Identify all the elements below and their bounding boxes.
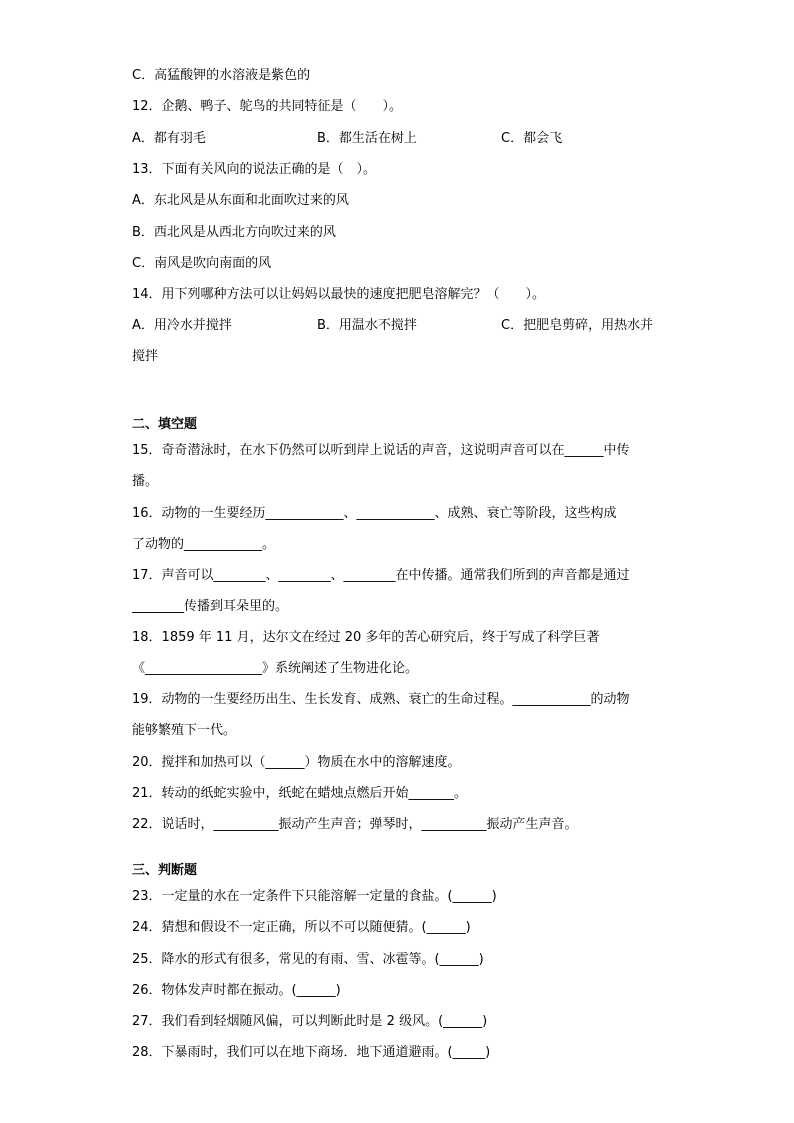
q14-option-c-continued: 搅拌	[132, 349, 159, 364]
question-14: 14．用下列哪种方法可以让妈妈以最快的速度把肥皂溶解完？（ ）。	[132, 287, 546, 302]
question-25: 25．降水的形式有很多，常见的有雨、雪、冰雹等。(______)	[132, 952, 484, 967]
q13-option-c: C．南风是吹向南面的风	[132, 256, 272, 271]
question-17: 17．声音可以________、________、________在中传播。通常我们所到的声音都是通过	[132, 568, 630, 583]
question-19-continued: 能够繁殖下一代。	[132, 723, 237, 738]
question-12: 12．企鹅、鸭子、鸵鸟的共同特征是（ ）。	[132, 99, 403, 114]
question-15-continued: 播。	[132, 474, 159, 489]
question-27: 27．我们看到轻烟随风偏，可以判断此时是 2 级风。(______)	[132, 1014, 488, 1029]
question-15: 15．奇奇潜泳时，在水下仍然可以听到岸上说话的声音，这说明声音可以在______中传	[132, 443, 630, 458]
question-28: 28．下暴雨时，我们可以在地下商场．地下通道避雨。(_____)	[132, 1045, 491, 1060]
question-24: 24．猜想和假设不一定正确，所以不可以随便猜。(______)	[132, 920, 471, 935]
question-16: 16．动物的一生要经历____________、____________、成熟、衰亡等阶段，这些构成	[132, 506, 617, 521]
section-fill-in-blank-heading: 二、填空题	[132, 417, 198, 432]
question-19: 19．动物的一生要经历出生、生长发育、成熟、衰亡的生命过程。____________的动物	[132, 692, 630, 707]
question-23: 23．一定量的水在一定条件下只能溶解一定量的食盐。(______)	[132, 889, 497, 904]
question-17-continued: ________传播到耳朵里的。	[132, 599, 289, 614]
question-22: 22．说话时，__________振动产生声音；弹琴时，__________振动产生声音。	[132, 817, 578, 832]
q12-option-b: B．都生活在树上	[317, 131, 417, 146]
q14-option-b: B．用温水不搅拌	[317, 318, 417, 333]
q13-option-b: B．西北风是从西北方向吹过来的风	[132, 225, 336, 240]
question-16-continued: 了动物的____________。	[132, 537, 276, 552]
q12-option-a: A．都有羽毛	[132, 131, 206, 146]
question-18-continued: 《__________________》系统阐述了生物进化论。	[132, 661, 419, 676]
question-13: 13．下面有关风向的说法正确的是（ ）。	[132, 162, 377, 177]
q14-option-c: C．把肥皂剪碎，用热水并	[501, 318, 654, 333]
question-26: 26．物体发声时都在振动。(______)	[132, 983, 341, 998]
question-18: 18．1859 年 11 月，达尔文在经过 20 多年的苦心研究后，终于写成了科学巨著	[132, 630, 600, 645]
q13-option-a: A．东北风是从东面和北面吹过来的风	[132, 193, 349, 208]
q14-option-a: A．用冷水并搅拌	[132, 318, 232, 333]
q11-option-c: C．高猛酸钾的水溶液是紫色的	[132, 68, 311, 83]
question-21: 21．转动的纸蛇实验中，纸蛇在蜡烛点燃后开始_______。	[132, 786, 468, 801]
question-20: 20．搅拌和加热可以（______）物质在水中的溶解速度。	[132, 755, 461, 770]
q12-option-c: C．都会飞	[501, 131, 563, 146]
section-true-false-heading: 三、判断题	[132, 863, 198, 878]
